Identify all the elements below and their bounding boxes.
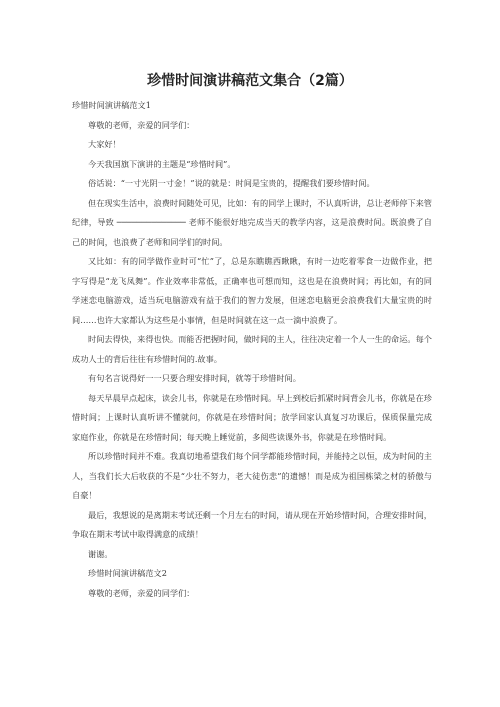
paragraph: 今天我国旗下演讲的主题是“珍惜时间”。 — [88, 158, 236, 169]
document-body — [72, 96, 432, 603]
paragraph: 时间去得快，来得也快。而能否把握时间，做时间的主人，往往决定着一个人一生的命运。每个成功人士的背后往往有珍惜时间的.故事。 — [72, 334, 432, 364]
paragraph: 珍惜时间演讲稿范文1 — [72, 100, 151, 110]
paragraph: 但在现实生活中，浪费时间随处可见，比如：有的同学上课时，不认真听讲，总让老师停下来管纪律，导致 ────────────── 老师不能很好地完成当天的教学内容，这是浪费时间。既浪费了自己的时间，也浪费了老师和同学们的时间。 — [72, 197, 432, 247]
paragraph: 又比如：有的同学做作业时可“忙”了，总是东瞧瞧西瞅瞅，有时一边吃着零食一边做作业，把字写得是“龙飞凤舞”。作业效率非常低，正确率也可想而知，这也是在浪费时间；再比如，有的同学迷恋电脑游戏，适当玩电脑游戏有益于我们的智力发展，但迷恋电脑更会浪费我们大量宝贵的时间……也许大家都认为这些是小事情，但是时间就在这一点一滴中浪费了。 — [72, 256, 432, 325]
paragraph: 所以珍惜时间并不难。我真切地希望我们每个同学都能珍惜时间，并能持之以恒，成为时间的主人，当我们长大后收获的不是“少壮不努力，老大徒伤悲”的遗憾！而是成为祖国栋梁之材的骄傲与自豪！ — [72, 451, 432, 500]
paragraph: 尊敬的老师，亲爱的同学们： — [88, 587, 195, 598]
paragraph: 珍惜时间演讲稿范文2 — [88, 568, 167, 578]
paragraph: 尊敬的老师，亲爱的同学们： — [88, 119, 195, 130]
paragraph: 大家好！ — [88, 139, 121, 149]
paragraph: 俗话说：“一寸光阴一寸金！”说的就是：时间是宝贵的，提醒我们要珍惜时间。 — [88, 178, 375, 188]
paragraph: 有句名言说得好一一只要合理安排时间，就等于珍惜时间。 — [88, 373, 301, 383]
document-title: 珍惜时间演讲稿范文集合（2篇） — [147, 73, 353, 89]
paragraph: 最后，我想说的是离期末考试还剩一个月左右的时间，请从现在开始珍惜时间，合理安排时间，争取在期末考试中取得满意的成绩！ — [72, 509, 432, 539]
paragraph: 每天早晨早点起床，读会儿书，你就是在珍惜时间。早上到校后抓紧时间背会儿书，你就是在珍惜时间；上课时认真听讲不懂就问，你就是在珍惜时间；放学回家认真复习功课后，保质保量完成家庭作业，你就是在珍惜时间；每天晚上睡觉前，多阅些读课外书，你就是在珍惜时间。 — [72, 392, 432, 442]
paragraph: 谢谢。 — [88, 548, 113, 559]
